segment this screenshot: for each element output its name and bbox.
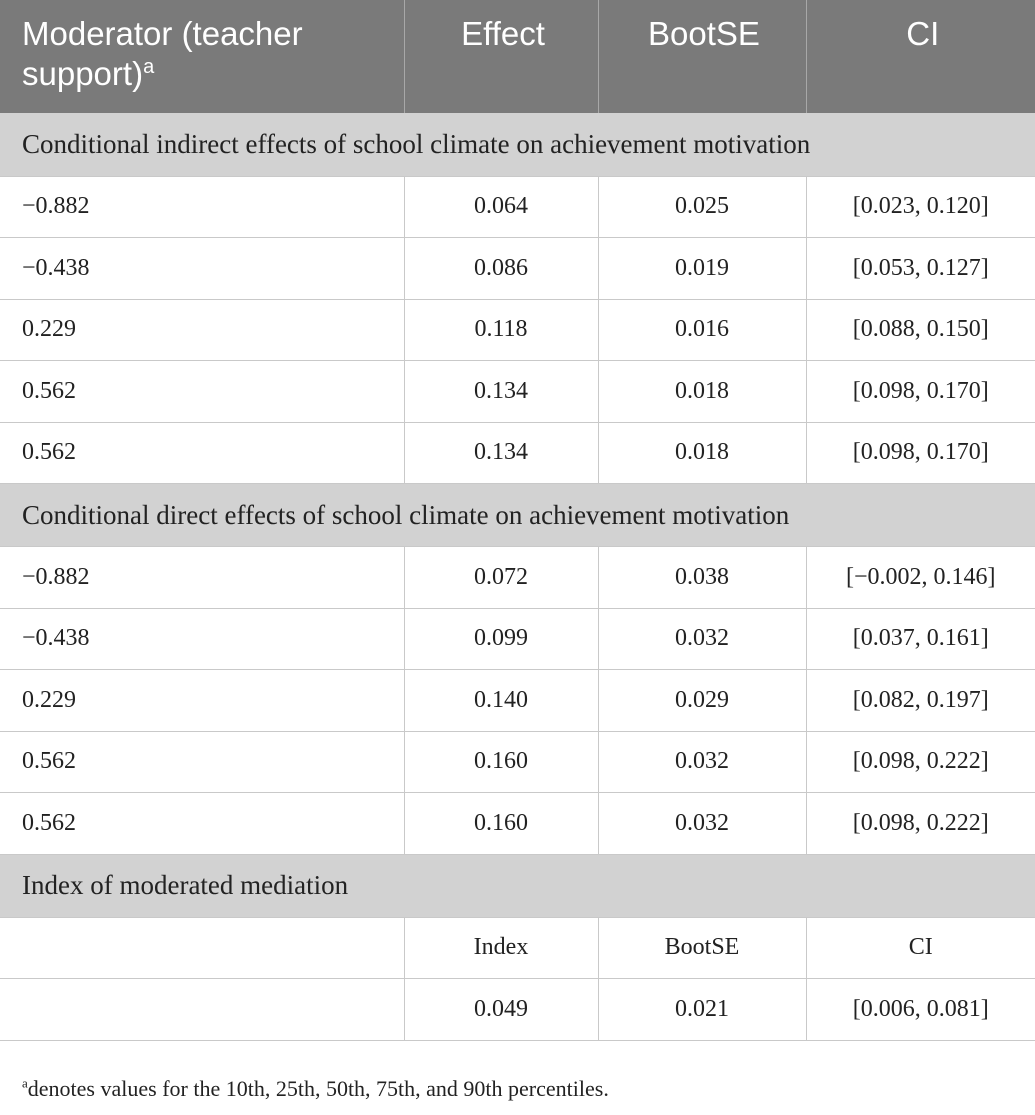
cell-ci: [0.098, 0.222] bbox=[806, 793, 1035, 855]
section-title-direct: Conditional direct effects of school climate on achievement motivation bbox=[0, 484, 1035, 547]
cell-ci: [0.037, 0.161] bbox=[806, 608, 1035, 670]
header-ci: CI bbox=[806, 0, 1035, 113]
cell-moderator: −0.882 bbox=[0, 176, 404, 238]
cell-ci: [0.098, 0.170] bbox=[806, 422, 1035, 484]
table-row bbox=[0, 176, 1035, 238]
table-row bbox=[0, 422, 1035, 484]
cell-ci: [−0.002, 0.146] bbox=[806, 547, 1035, 609]
cell-ci: [0.088, 0.150] bbox=[806, 299, 1035, 361]
cell-bootse: 0.018 bbox=[598, 422, 806, 484]
cell-bootse: 0.025 bbox=[598, 176, 806, 238]
header-row bbox=[0, 0, 1035, 113]
cell-effect: 0.072 bbox=[404, 547, 598, 609]
cell-bootse: 0.032 bbox=[598, 793, 806, 855]
cell-index-label: Index bbox=[404, 917, 598, 979]
cell-ci-value: [0.006, 0.081] bbox=[806, 979, 1035, 1041]
cell-bootse: 0.032 bbox=[598, 608, 806, 670]
cell-moderator: 0.562 bbox=[0, 361, 404, 423]
cell-ci: [0.098, 0.170] bbox=[806, 361, 1035, 423]
header-moderator-label: Moderator (teacher support) bbox=[22, 15, 303, 92]
section-row-indirect bbox=[0, 113, 1035, 176]
cell-ci: [0.098, 0.222] bbox=[806, 731, 1035, 793]
header-moderator bbox=[0, 0, 404, 113]
section-row-index bbox=[0, 854, 1035, 917]
cell-moderator: 0.562 bbox=[0, 422, 404, 484]
cell-effect: 0.118 bbox=[404, 299, 598, 361]
section-title-indirect: Conditional indirect effects of school climate on achievement motivation bbox=[0, 113, 1035, 176]
cell-bootse: 0.032 bbox=[598, 731, 806, 793]
cell-effect: 0.099 bbox=[404, 608, 598, 670]
cell-bootse-value: 0.021 bbox=[598, 979, 806, 1041]
header-bootse: BootSE bbox=[598, 0, 806, 113]
table-footnote bbox=[22, 1076, 609, 1102]
table-row bbox=[0, 299, 1035, 361]
cell-moderator: −0.438 bbox=[0, 608, 404, 670]
cell-effect: 0.134 bbox=[404, 422, 598, 484]
cell-effect: 0.086 bbox=[404, 238, 598, 300]
cell-moderator: 0.562 bbox=[0, 793, 404, 855]
cell-ci: [0.082, 0.197] bbox=[806, 670, 1035, 732]
cell-bootse: 0.019 bbox=[598, 238, 806, 300]
cell-bootse: 0.029 bbox=[598, 670, 806, 732]
cell-moderator: −0.882 bbox=[0, 547, 404, 609]
cell-ci: [0.053, 0.127] bbox=[806, 238, 1035, 300]
cell-effect: 0.160 bbox=[404, 731, 598, 793]
header-moderator-superscript: a bbox=[143, 56, 155, 78]
cell-moderator: 0.562 bbox=[0, 731, 404, 793]
cell-bootse: 0.038 bbox=[598, 547, 806, 609]
cell-moderator: 0.229 bbox=[0, 670, 404, 732]
cell-bootse-label: BootSE bbox=[598, 917, 806, 979]
cell-moderator: 0.229 bbox=[0, 299, 404, 361]
section-row-direct bbox=[0, 484, 1035, 547]
cell-effect: 0.160 bbox=[404, 793, 598, 855]
cell-index-value: 0.049 bbox=[404, 979, 598, 1041]
table-row bbox=[0, 670, 1035, 732]
cell-effect: 0.064 bbox=[404, 176, 598, 238]
section-title-index: Index of moderated mediation bbox=[0, 854, 1035, 917]
header-effect: Effect bbox=[404, 0, 598, 113]
table-row bbox=[0, 361, 1035, 423]
table-row bbox=[0, 979, 1035, 1041]
cell-ci-label: CI bbox=[806, 917, 1035, 979]
cell-bootse: 0.018 bbox=[598, 361, 806, 423]
table-row bbox=[0, 731, 1035, 793]
footnote-superscript: a bbox=[22, 1075, 28, 1091]
footnote-text: denotes values for the 10th, 25th, 50th, 75th, and 90th percentiles. bbox=[27, 1076, 609, 1101]
table-row bbox=[0, 238, 1035, 300]
cell-moderator: −0.438 bbox=[0, 238, 404, 300]
cell-ci: [0.023, 0.120] bbox=[806, 176, 1035, 238]
table-row bbox=[0, 608, 1035, 670]
table-row bbox=[0, 547, 1035, 609]
cell-effect: 0.140 bbox=[404, 670, 598, 732]
cell-empty bbox=[0, 917, 404, 979]
table-row bbox=[0, 793, 1035, 855]
cell-bootse: 0.016 bbox=[598, 299, 806, 361]
cell-effect: 0.134 bbox=[404, 361, 598, 423]
cell-empty bbox=[0, 979, 404, 1041]
table-row bbox=[0, 917, 1035, 979]
